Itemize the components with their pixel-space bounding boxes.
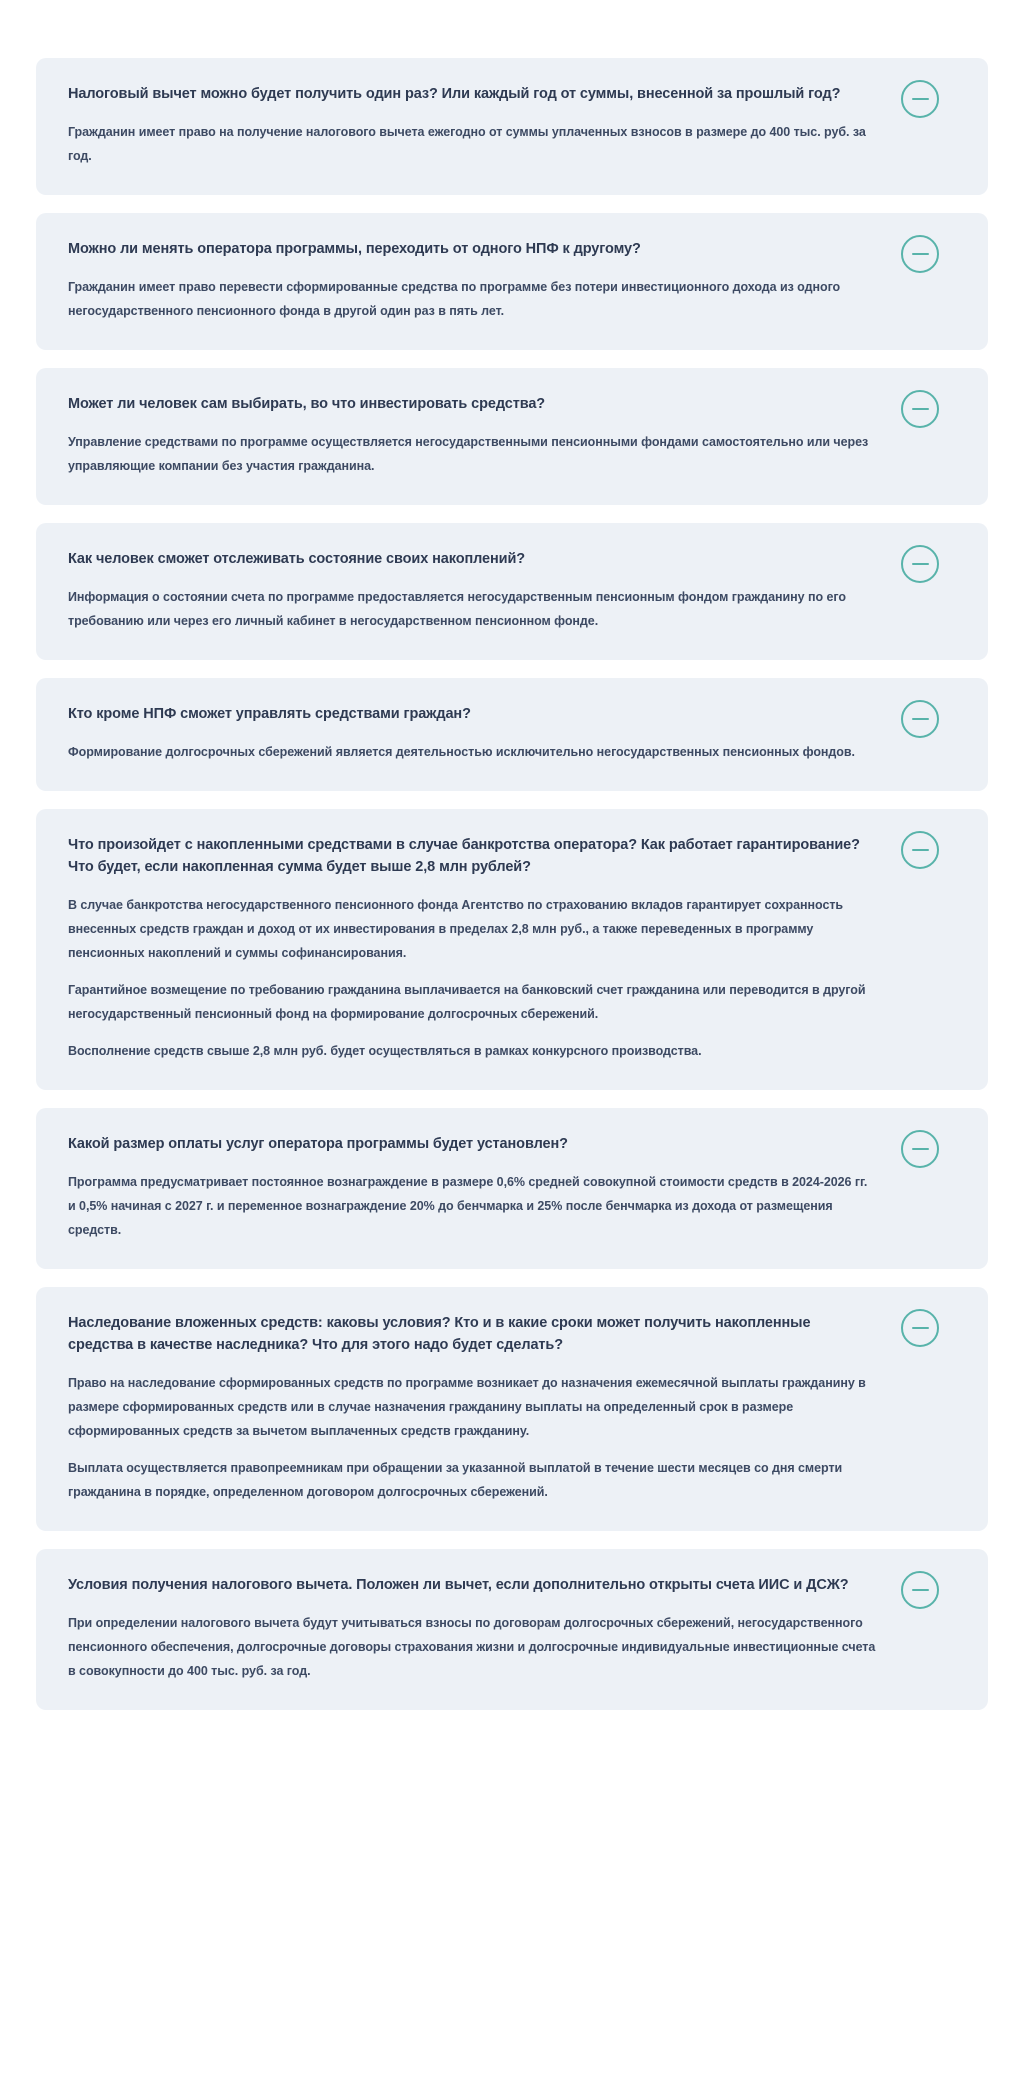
- faq-answer: Формирование долгосрочных сбережений является деятельностью исключительно негосударственных пенсионных фондов.: [68, 745, 855, 759]
- faq-answer: Гражданин имеет право перевести сформированные средства по программе без потери инвестиционного дохода из одного негосударственного пенсионного фонда в другой один раз в пять лет.: [68, 280, 841, 318]
- collapse-button[interactable]: [901, 235, 939, 273]
- minus-icon: [912, 1589, 929, 1591]
- faq-question: Может ли человек сам выбирать, во что инвестировать средства?: [68, 396, 546, 412]
- faq-item[interactable]: [36, 213, 988, 350]
- collapse-button[interactable]: [901, 545, 939, 583]
- faq-answer: Право на наследование сформированных средств по программе возникает до назначения ежемесячной выплаты гражданину в размере сформированных средств или в случае назначения гражданину выплаты на определенный срок в размере сформированных средств за вычетом выплаченных средств гражданину.: [68, 1376, 866, 1438]
- faq-answer: Восполнение средств свыше 2,8 млн руб. будет осуществляться в рамках конкурсного производства.: [68, 1044, 702, 1058]
- faq-item[interactable]: [36, 1108, 988, 1269]
- collapse-button[interactable]: [901, 1309, 939, 1347]
- faq-answer: Управление средствами по программе осуществляется негосударственными пенсионными фондами самостоятельно или через управляющие компании без участия гражданина.: [68, 435, 869, 473]
- faq-question: Условия получения налогового вычета. Положен ли вычет, если дополнительно открыты счета ИИС и ДСЖ?: [68, 1577, 849, 1593]
- minus-icon: [912, 408, 929, 410]
- faq-question: Кто кроме НПФ сможет управлять средствами граждан?: [68, 706, 471, 722]
- collapse-button[interactable]: [901, 80, 939, 118]
- minus-icon: [912, 718, 929, 720]
- collapse-button[interactable]: [901, 1571, 939, 1609]
- faq-answer: При определении налогового вычета будут учитываться взносы по договорам долгосрочных сбережений, негосударственного пенсионного обеспечения, долгосрочные договоры страхования жизни и долгосрочные индивидуальные инвестиционные счета в совокупности до 400 тыс. руб. за год.: [68, 1616, 876, 1678]
- faq-question: Можно ли менять оператора программы, переходить от одного НПФ к другому?: [68, 241, 641, 257]
- faq-answer: Программа предусматривает постоянное вознаграждение в размере 0,6% средней совокупной стоимости средств в 2024-2026 гг. и 0,5% начиная с 2027 г. и переменное вознаграждение 20% до бенчмарка и 25% после бенчмарка из дохода от размещения средств.: [68, 1175, 868, 1237]
- faq-item[interactable]: [36, 809, 988, 1090]
- faq-answer: Гражданин имеет право на получение налогового вычета ежегодно от суммы уплаченных взносов в размере до 400 тыс. руб. за год.: [68, 125, 866, 163]
- faq-item-content: [68, 1574, 878, 1683]
- collapse-button[interactable]: [901, 700, 939, 738]
- faq-question: Налоговый вычет можно будет получить один раз? Или каждый год от суммы, внесенной за прошлый год?: [68, 86, 841, 102]
- faq-question: Что произойдет с накопленными средствами в случае банкротства оператора? Как работает гарантирование? Что будет, если накопленная сумма будет выше 2,8 млн рублей?: [68, 837, 860, 875]
- faq-question: Какой размер оплаты услуг оператора программы будет установлен?: [68, 1136, 568, 1152]
- minus-icon: [912, 849, 929, 851]
- minus-icon: [912, 253, 929, 255]
- faq-item-content: [68, 1133, 878, 1242]
- faq-answer: Информация о состоянии счета по программе предоставляется негосударственным пенсионным фондом гражданину по его требованию или через его личный кабинет в негосударственном пенсионном фонде.: [68, 590, 846, 628]
- faq-item-content: [68, 703, 878, 764]
- faq-item-content: [68, 83, 878, 168]
- faq-item-content: [68, 1312, 878, 1504]
- faq-question: Как человек сможет отслеживать состояние своих накоплений?: [68, 551, 526, 567]
- collapse-button[interactable]: [901, 390, 939, 428]
- faq-item[interactable]: [36, 1549, 988, 1710]
- faq-answer: В случае банкротства негосударственного пенсионного фонда Агентство по страхованию вкладов гарантирует сохранность внесенных средств граждан и доход от их инвестирования в пределах 2,8 млн руб., а также переведенных в программу пенсионных накоплений и суммы софинансирования.: [68, 898, 844, 960]
- collapse-button[interactable]: [901, 1130, 939, 1168]
- faq-item[interactable]: [36, 58, 988, 195]
- minus-icon: [912, 98, 929, 100]
- faq-answer: Гарантийное возмещение по требованию гражданина выплачивается на банковский счет гражданина или переводится в другой негосударственный пенсионный фонд на формирование долгосрочных сбережений.: [68, 983, 866, 1021]
- faq-answer: Выплата осуществляется правопреемникам при обращении за указанной выплатой в течение шести месяцев со дня смерти гражданина в порядке, определенном договором долгосрочных сбережений.: [68, 1461, 843, 1499]
- faq-item-content: [68, 393, 878, 478]
- minus-icon: [912, 1327, 929, 1329]
- faq-question: Наследование вложенных средств: каковы условия? Кто и в какие сроки может получить накопленные средства в качестве наследника? Что для этого надо будет сделать?: [68, 1315, 811, 1353]
- faq-item-content: [68, 548, 878, 633]
- faq-item[interactable]: [36, 678, 988, 791]
- minus-icon: [912, 563, 929, 565]
- faq-item[interactable]: [36, 1287, 988, 1531]
- minus-icon: [912, 1148, 929, 1150]
- faq-item[interactable]: [36, 523, 988, 660]
- faq-item[interactable]: [36, 368, 988, 505]
- collapse-button[interactable]: [901, 831, 939, 869]
- faq-item-content: [68, 238, 878, 323]
- faq-item-content: [68, 834, 878, 1063]
